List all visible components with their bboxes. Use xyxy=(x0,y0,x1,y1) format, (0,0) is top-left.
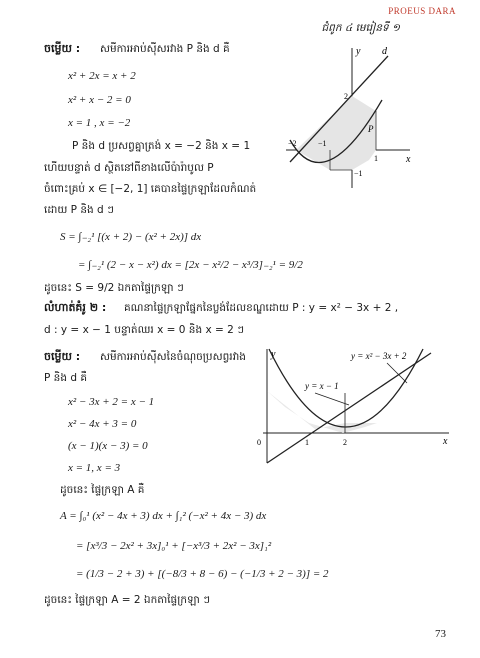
fig1-tick-y-neg1: −1 xyxy=(354,169,363,178)
fig1-tick-1: 1 xyxy=(374,154,378,163)
figure-2 xyxy=(255,345,455,465)
solution-2-intro: សមីការអាប់ស៊ីសនៃចំណុចប្រសព្វរវាង xyxy=(100,351,246,363)
fig2-label-curve: y = x² − 3x + 2 xyxy=(351,351,407,361)
fig1-shaded-region xyxy=(296,96,376,170)
fig1-tick-neg1: −1 xyxy=(318,139,327,148)
fig1-label-y: y xyxy=(356,46,361,57)
solution-1-label: ចម្លើយ : xyxy=(44,42,81,55)
fig2-line-d xyxy=(267,353,431,463)
fig2-tick-2: 2 xyxy=(343,438,347,447)
fig2-tick-0: 0 xyxy=(257,438,261,447)
running-head: ជំពូក ៤ មេរៀនទី ១ xyxy=(321,22,400,34)
solution-2-label: ចម្លើយ : xyxy=(44,350,81,363)
equation-3: x = 1 , x = −2 xyxy=(68,117,131,129)
area-a-intro: ដូចនេះ ផ្ទៃក្រឡា A គឺ xyxy=(60,484,145,496)
fig2-tick-1: 1 xyxy=(305,438,309,447)
example-2-label: លំហាត់គំរូ ២ : xyxy=(44,301,107,314)
solution-1-intro: សមីការអាប់ស៊ីសរវាង P និង d គឺ xyxy=(100,43,230,55)
paragraph-line-2: ហើយបន្ទាត់ d ស្ថិតនៅពីខាងលើប៉ារ៉ាបូល P xyxy=(44,162,214,174)
integral-s-line-2: = ∫₋₂¹ (2 − x − x²) dx = [2x − x²/2 − x³/3]₋₂¹ = 9/2 xyxy=(78,259,303,271)
fig1-tick-neg2: −2 xyxy=(288,139,297,148)
fig2-leader-line xyxy=(315,393,349,405)
page-number: 73 xyxy=(435,628,446,640)
paragraph-line-4: ដោយ P និង d ៗ xyxy=(44,204,114,216)
solution-2-intro-2: P និង d គឺ xyxy=(44,372,88,384)
equation-2-2: x² − 4x + 3 = 0 xyxy=(68,418,137,430)
result-s: ដូចនេះ S = 9/2 ឯកតាផ្ទៃក្រឡា ៗ xyxy=(44,282,184,294)
example-2-line-1: គណនាផ្ទៃក្រឡាផ្នែកនៃប្លង់ដែលខណ្ឌដោយ P : y = x² − 3x + 2 , xyxy=(124,302,399,314)
fig2-label-x: x xyxy=(443,436,448,447)
fig1-label-p: P xyxy=(368,124,374,134)
equation-1: x² + 2x = x + 2 xyxy=(68,70,136,82)
integral-a-line-2: = [x³/3 − 2x² + 3x]₀¹ + [−x³/3 + 2x² − 3x]₁² xyxy=(76,540,272,552)
equation-2-4: x = 1, x = 3 xyxy=(68,462,121,474)
fig1-tick-2: 2 xyxy=(344,92,348,101)
figure-1 xyxy=(282,42,432,192)
result-a: ដូចនេះ ផ្ទៃក្រឡា A = 2 ឯកតាផ្ទៃក្រឡា ៗ xyxy=(44,594,211,606)
integral-s-line-1: S = ∫₋₂¹ [(x + 2) − (x² + 2x)] dx xyxy=(60,231,202,243)
equation-2-1: x² − 3x + 2 = x − 1 xyxy=(68,396,155,408)
paragraph-line-1: P និង d ប្រសព្វគ្នាត្រង់ x = −2 និង x = 1 xyxy=(72,140,251,152)
integral-a-line-1: A = ∫₀¹ (x² − 4x + 3) dx + ∫₁² (−x² + 4x − 3) dx xyxy=(60,510,267,522)
equation-2-3: (x − 1)(x − 3) = 0 xyxy=(68,440,148,452)
equation-2: x² + x − 2 = 0 xyxy=(68,94,131,106)
example-2-line-2: d : y = x − 1 បន្ទាត់ឈរ x = 0 និង x = 2 ៗ xyxy=(44,324,245,336)
fig1-label-x: x xyxy=(406,154,411,165)
fig2-label-line: y = x − 1 xyxy=(305,381,339,391)
paragraph-line-3: ចំពោះគ្រប់ x ∈ [−2, 1] គេបានផ្ទៃក្រឡាដែលកំណត់ xyxy=(44,183,257,195)
brand-text: PROEUS DARA xyxy=(388,6,456,16)
fig1-label-d: d xyxy=(382,46,387,57)
fig2-label-y: y xyxy=(271,349,276,360)
integral-a-line-3: = (1/3 − 2 + 3) + [(−8/3 + 8 − 6) − (−1/3 + 2 − 3)] = 2 xyxy=(76,568,329,580)
